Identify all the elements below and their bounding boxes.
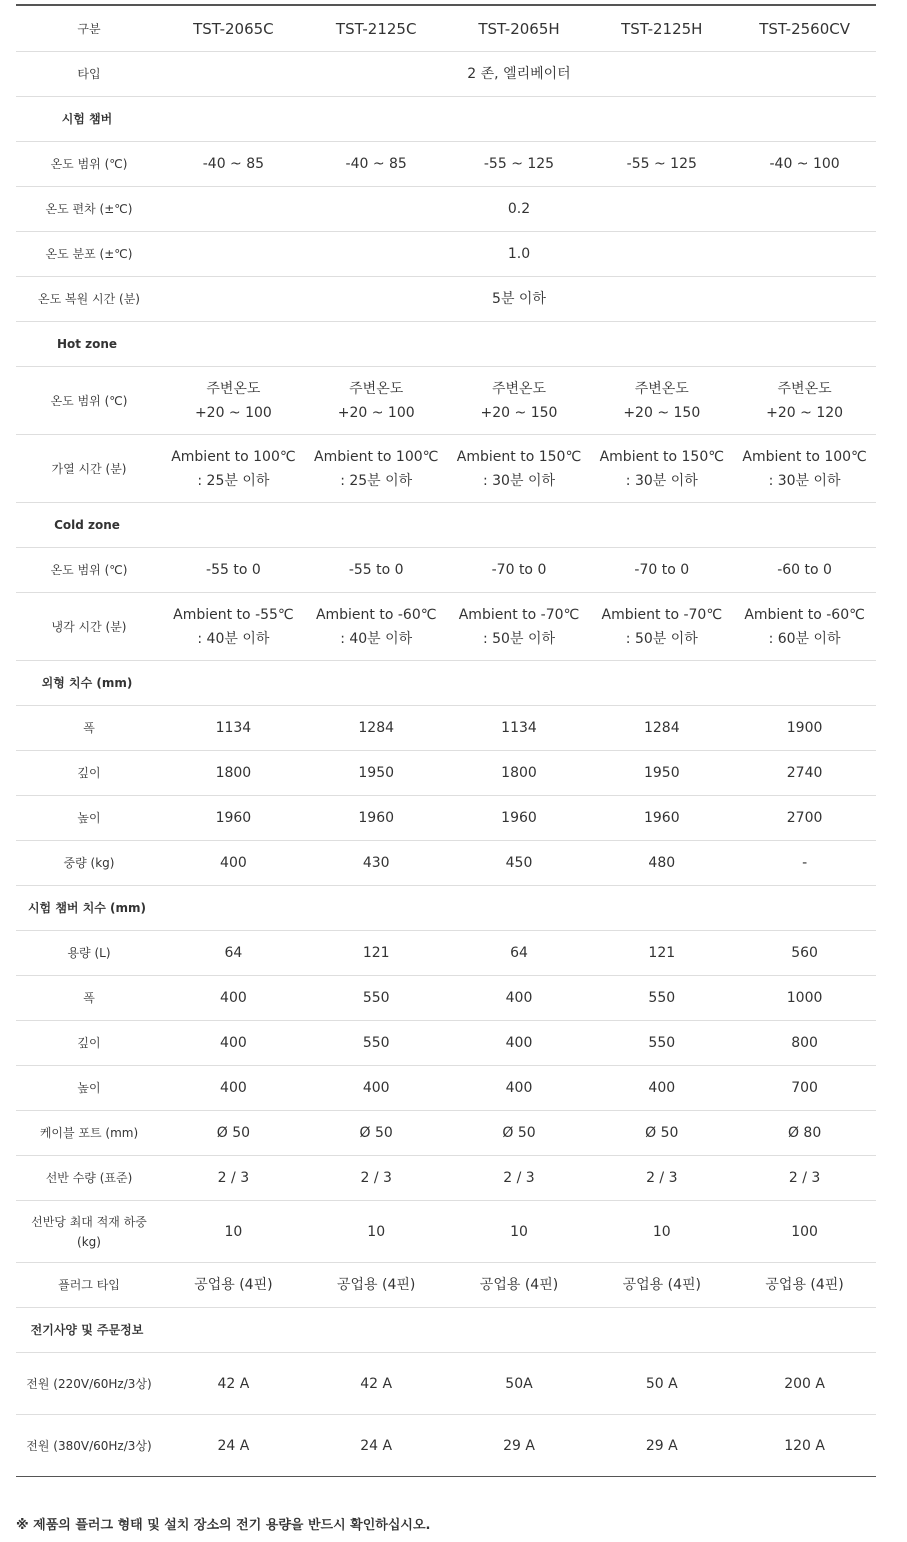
spec-value: 2 / 3 bbox=[503, 1170, 535, 1186]
spec-table-header bbox=[16, 5, 876, 52]
spec-row bbox=[16, 1156, 876, 1201]
spec-value: 121 bbox=[362, 945, 390, 961]
header-model-cell: TST-2125C bbox=[335, 19, 417, 38]
spec-value: 400 bbox=[505, 990, 533, 1006]
spec-row bbox=[16, 841, 876, 886]
spec-value: 480 bbox=[648, 855, 676, 871]
spec-value-line1: 주변온도 bbox=[491, 380, 547, 397]
section-row bbox=[16, 661, 876, 706]
row-label: 케이블 포트 (mm) bbox=[39, 1126, 139, 1140]
spec-value bbox=[590, 367, 733, 435]
row-label: 깊이 bbox=[77, 766, 101, 780]
spec-value: - bbox=[802, 855, 808, 871]
spec-value: Ø 80 bbox=[787, 1125, 822, 1141]
spec-row bbox=[16, 367, 876, 435]
spec-value-line2: : 40분 이하 bbox=[197, 630, 270, 647]
spec-value bbox=[733, 367, 876, 435]
spec-value: -55 to 0 bbox=[348, 562, 404, 578]
spec-value: Ø 50 bbox=[502, 1125, 536, 1141]
spec-value: 공업용 (4핀) bbox=[765, 1277, 844, 1293]
spec-value: 400 bbox=[220, 1080, 247, 1096]
row-label: 냉각 시간 (분) bbox=[51, 619, 127, 634]
spec-value: 2 / 3 bbox=[360, 1170, 392, 1186]
spec-value-line1: 주변온도 bbox=[349, 380, 404, 397]
spec-value-common: 5분 이하 bbox=[492, 291, 546, 307]
spec-value: 430 bbox=[362, 855, 390, 871]
row-label: 외형 치수 (mm) bbox=[41, 676, 133, 690]
row-label: 가열 시간 (분) bbox=[51, 461, 127, 476]
spec-value: 2700 bbox=[786, 810, 823, 826]
spec-value-line1: Ambient to -70℃ bbox=[458, 606, 580, 623]
spec-value: 공업용 (4핀) bbox=[479, 1277, 559, 1293]
spec-value: 1960 bbox=[215, 810, 252, 826]
spec-value: 공업용 (4핀) bbox=[622, 1277, 701, 1293]
row-label: 선반 수량 (표준) bbox=[45, 1171, 133, 1185]
spec-value: 50A bbox=[505, 1375, 533, 1392]
spec-value: -70 to 0 bbox=[491, 562, 547, 578]
spec-value: 24 A bbox=[217, 1437, 250, 1454]
spec-value: 550 bbox=[362, 990, 390, 1006]
spec-value: 2 / 3 bbox=[788, 1170, 821, 1186]
spec-value bbox=[305, 435, 448, 503]
spec-row bbox=[16, 52, 876, 97]
spec-row bbox=[16, 187, 876, 232]
spec-value: 400 bbox=[220, 855, 247, 871]
row-label: 온도 범위 (℃) bbox=[50, 563, 128, 577]
spec-row bbox=[16, 435, 876, 503]
spec-value-line2: : 30분 이하 bbox=[482, 472, 555, 489]
spec-value bbox=[448, 593, 591, 661]
spec-row bbox=[16, 232, 876, 277]
spec-value: 800 bbox=[791, 1035, 818, 1051]
spec-value bbox=[448, 367, 591, 435]
spec-value-common: 0.2 bbox=[507, 201, 531, 217]
spec-value: 560 bbox=[791, 945, 818, 961]
spec-value: 1960 bbox=[358, 810, 395, 826]
section-row bbox=[16, 1308, 876, 1353]
spec-value: 64 bbox=[510, 945, 528, 961]
spec-value: 400 bbox=[362, 1080, 390, 1096]
spec-value: 29 A bbox=[645, 1437, 678, 1454]
spec-value bbox=[733, 593, 876, 661]
section-filler bbox=[162, 1308, 876, 1353]
header-model-cell: TST-2125H bbox=[621, 19, 703, 38]
spec-value: 10 bbox=[510, 1223, 528, 1240]
spec-value: 1950 bbox=[643, 765, 680, 781]
spec-value-line2: +20 ~ 120 bbox=[766, 404, 844, 421]
spec-value: 400 bbox=[505, 1035, 533, 1051]
section-filler bbox=[162, 661, 876, 706]
row-label: 폭 bbox=[83, 991, 95, 1005]
spec-value-line2: +20 ~ 150 bbox=[623, 404, 701, 421]
spec-value: 29 A bbox=[503, 1437, 535, 1454]
spec-value: 1960 bbox=[643, 810, 680, 826]
row-label: Cold zone bbox=[54, 518, 120, 532]
spec-row bbox=[16, 548, 876, 593]
spec-value: 1950 bbox=[358, 765, 395, 781]
spec-value-line1: 주변온도 bbox=[634, 380, 689, 397]
spec-value-line1: Ambient to -60℃ bbox=[744, 606, 865, 623]
spec-value: 450 bbox=[505, 855, 533, 871]
spec-row bbox=[16, 142, 876, 187]
spec-value: 공업용 (4핀) bbox=[194, 1277, 273, 1293]
spec-value-common: 1.0 bbox=[507, 246, 531, 262]
spec-value bbox=[590, 435, 733, 503]
row-label: 온도 범위 (℃) bbox=[50, 393, 128, 408]
spec-value-line2: +20 ~ 150 bbox=[480, 404, 558, 421]
spec-row bbox=[16, 931, 876, 976]
row-label: 시험 챔버 bbox=[61, 112, 113, 126]
spec-value: 42 A bbox=[217, 1375, 250, 1392]
spec-value-line2: : 25분 이하 bbox=[340, 472, 413, 489]
spec-value: -60 to 0 bbox=[777, 562, 832, 578]
section-row bbox=[16, 886, 876, 931]
spec-value: 400 bbox=[220, 990, 247, 1006]
spec-value: 1134 bbox=[501, 720, 537, 736]
spec-value: -40 ~ 85 bbox=[345, 156, 407, 172]
spec-row bbox=[16, 751, 876, 796]
footnote: ※ 제품의 플러그 형태 및 설치 장소의 전기 용량을 반드시 확인하십시오. bbox=[16, 1518, 431, 1533]
spec-row bbox=[16, 706, 876, 751]
section-row bbox=[16, 322, 876, 367]
spec-value: 1800 bbox=[501, 765, 537, 781]
spec-value-line1: 주변온도 bbox=[206, 380, 261, 397]
spec-value: 10 bbox=[224, 1223, 243, 1240]
spec-value: 550 bbox=[648, 990, 676, 1006]
section-row bbox=[16, 503, 876, 548]
spec-value: 700 bbox=[791, 1080, 818, 1096]
spec-row bbox=[16, 976, 876, 1021]
spec-value bbox=[162, 435, 305, 503]
row-label: 깊이 bbox=[77, 1036, 101, 1050]
spec-value: Ø 50 bbox=[216, 1125, 251, 1141]
header-label-cell: 구분 bbox=[77, 22, 101, 36]
spec-value-line2: +20 ~ 100 bbox=[194, 404, 272, 421]
spec-value: 200 A bbox=[784, 1375, 825, 1392]
spec-value: 1134 bbox=[215, 720, 252, 736]
spec-value: 공업용 (4핀) bbox=[337, 1277, 416, 1293]
spec-table-body bbox=[16, 52, 876, 1477]
spec-value: -55 ~ 125 bbox=[483, 156, 555, 172]
spec-value-line1: Ambient to -60℃ bbox=[315, 606, 437, 623]
spec-value: 121 bbox=[648, 945, 676, 961]
spec-value-line2: : 50분 이하 bbox=[625, 630, 698, 647]
row-label: 용량 (L) bbox=[67, 946, 111, 960]
spec-value: 400 bbox=[505, 1080, 533, 1096]
spec-value-line2: : 60분 이하 bbox=[768, 630, 841, 647]
header-model-cell: TST-2065C bbox=[193, 19, 274, 38]
spec-value: 550 bbox=[648, 1035, 676, 1051]
spec-value: -70 to 0 bbox=[634, 562, 690, 578]
spec-value: 2740 bbox=[786, 765, 823, 781]
spec-value-line2: : 30분 이하 bbox=[768, 472, 841, 489]
spec-row bbox=[16, 1111, 876, 1156]
section-filler bbox=[162, 886, 876, 931]
spec-value: 64 bbox=[224, 945, 243, 961]
spec-row bbox=[16, 1353, 876, 1415]
spec-value bbox=[733, 435, 876, 503]
spec-row bbox=[16, 796, 876, 841]
spec-value-line1: 주변온도 bbox=[777, 380, 832, 397]
spec-value: -55 ~ 125 bbox=[626, 156, 697, 172]
spec-value-line2: : 30분 이하 bbox=[625, 472, 698, 489]
spec-value: -55 to 0 bbox=[206, 562, 261, 578]
spec-value: 120 A bbox=[784, 1437, 825, 1454]
spec-value: 10 bbox=[652, 1223, 671, 1240]
spec-value: -40 ~ 100 bbox=[769, 156, 840, 172]
spec-row bbox=[16, 1201, 876, 1263]
spec-row bbox=[16, 593, 876, 661]
section-filler bbox=[162, 97, 876, 142]
row-label: 높이 bbox=[77, 1081, 101, 1095]
row-label: 선반당 최대 적재 하중 (kg) bbox=[31, 1214, 147, 1249]
spec-value-line2: +20 ~ 100 bbox=[337, 404, 415, 421]
spec-row bbox=[16, 1263, 876, 1308]
spec-value bbox=[590, 593, 733, 661]
spec-value: -40 ~ 85 bbox=[202, 156, 265, 172]
spec-value-line1: Ambient to 150℃ bbox=[456, 448, 582, 465]
row-label: 폭 bbox=[83, 721, 95, 735]
spec-value: 400 bbox=[648, 1080, 676, 1096]
spec-value bbox=[305, 593, 448, 661]
row-label: 높이 bbox=[77, 811, 101, 825]
spec-value-line1: Ambient to 100℃ bbox=[314, 448, 439, 465]
section-filler bbox=[162, 322, 876, 367]
spec-value bbox=[162, 593, 305, 661]
row-label: 온도 분포 (±℃) bbox=[45, 247, 133, 261]
row-label: 시험 챔버 치수 (mm) bbox=[27, 901, 147, 915]
spec-value: 1960 bbox=[501, 810, 537, 826]
row-label: 온도 편차 (±℃) bbox=[45, 202, 133, 216]
section-filler bbox=[162, 503, 876, 548]
spec-value: 1284 bbox=[358, 720, 395, 736]
spec-row bbox=[16, 277, 876, 322]
spec-value: 24 A bbox=[360, 1437, 393, 1454]
spec-value bbox=[305, 367, 448, 435]
spec-value: 400 bbox=[220, 1035, 247, 1051]
spec-value bbox=[162, 367, 305, 435]
spec-table bbox=[16, 4, 876, 1477]
spec-value: 2 / 3 bbox=[217, 1170, 250, 1186]
spec-value-line2: : 25분 이하 bbox=[197, 472, 270, 489]
spec-value-line2: : 50분 이하 bbox=[482, 630, 555, 647]
spec-value-line1: Ambient to 100℃ bbox=[742, 448, 867, 465]
header-model-cell: TST-2560CV bbox=[759, 19, 850, 38]
spec-row bbox=[16, 1066, 876, 1111]
spec-value: 1284 bbox=[643, 720, 680, 736]
spec-value-line2: : 40분 이하 bbox=[340, 630, 413, 647]
spec-value-line1: Ambient to 150℃ bbox=[599, 448, 724, 465]
spec-value: 2 / 3 bbox=[646, 1170, 678, 1186]
row-label: 전기사양 및 주문정보 bbox=[30, 1323, 144, 1337]
spec-value: 1800 bbox=[215, 765, 252, 781]
header-row bbox=[16, 5, 876, 52]
row-label: 중량 (kg) bbox=[63, 856, 115, 870]
row-label: 전원 (380V/60Hz/3상) bbox=[26, 1438, 152, 1453]
spec-value: 10 bbox=[367, 1223, 386, 1240]
spec-value-common: 2 존, 엘리베이터 bbox=[467, 66, 571, 82]
row-label: Hot zone bbox=[56, 337, 118, 351]
spec-value: 550 bbox=[362, 1035, 390, 1051]
row-label: 전원 (220V/60Hz/3상) bbox=[26, 1376, 152, 1391]
row-label: 온도 복원 시간 (분) bbox=[38, 292, 140, 306]
spec-value: 100 bbox=[791, 1223, 818, 1240]
row-label: 타입 bbox=[77, 67, 101, 81]
spec-value bbox=[448, 435, 591, 503]
spec-row bbox=[16, 1415, 876, 1477]
spec-value: 42 A bbox=[360, 1375, 393, 1392]
header-model-cell: TST-2065H bbox=[478, 19, 560, 38]
spec-row bbox=[16, 1021, 876, 1066]
spec-value-line1: Ambient to -55℃ bbox=[173, 606, 294, 623]
spec-value: Ø 50 bbox=[359, 1125, 393, 1141]
spec-value: 50 A bbox=[645, 1375, 678, 1392]
spec-value: 1900 bbox=[786, 720, 823, 736]
section-row bbox=[16, 97, 876, 142]
row-label: 플러그 타입 bbox=[58, 1278, 120, 1292]
spec-value: 1000 bbox=[786, 990, 823, 1006]
spec-value-line1: Ambient to 100℃ bbox=[171, 448, 296, 465]
spec-value-line1: Ambient to -70℃ bbox=[601, 606, 723, 623]
row-label: 온도 범위 (℃) bbox=[50, 157, 128, 171]
spec-value: Ø 50 bbox=[645, 1125, 679, 1141]
